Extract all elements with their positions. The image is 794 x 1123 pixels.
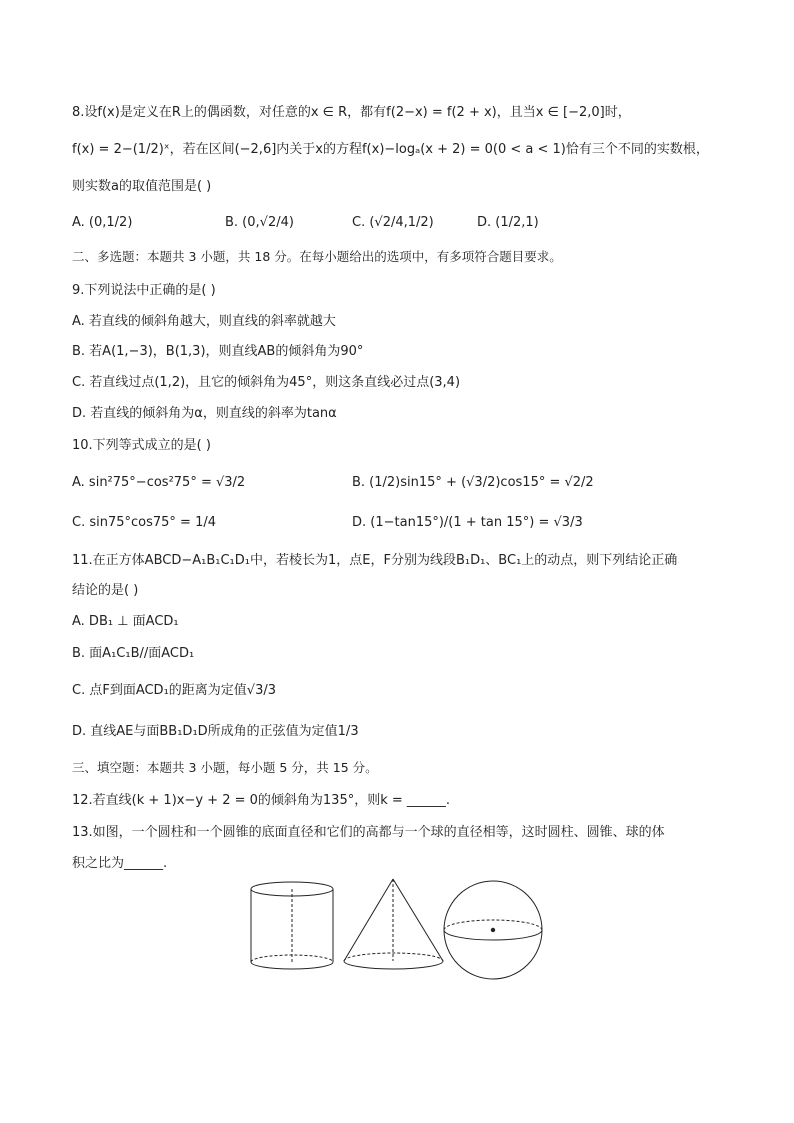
- q10-option-a: A. sin²75°−cos²75° = √3/2: [72, 475, 246, 490]
- q11-option-c: C. 点F到面ACD₁的距离为定值√3/3: [72, 683, 276, 698]
- q10-option-c: C. sin75°cos75° = 1/4: [72, 515, 217, 530]
- q10-option-b: B. (1/2)sin15° + (√3/2)cos15° = √2/2: [352, 475, 594, 490]
- q11-line2: 结论的是( ): [72, 583, 139, 598]
- q9-option-c: C. 若直线过点(1,2)，且它的倾斜角为45°，则这条直线必过点(3,4): [72, 375, 461, 390]
- section2-heading: 二、多选题：本题共 3 小题，共 18 分。在每小题给出的选项中，有多项符合题目要求。: [72, 249, 562, 264]
- q9-option-b: B. 若A(1,−3)，B(1,3)，则直线AB的倾斜角为90°: [72, 344, 364, 359]
- q9-option-a: A. 若直线的倾斜角越大，则直线的斜率就越大: [72, 314, 336, 329]
- q10-stem: 10.下列等式成立的是( ): [72, 438, 211, 453]
- q12-stem: 12.若直线(k + 1)x−y + 2 = 0的倾斜角为135°，则k = ______.: [72, 793, 451, 808]
- q11-line1: 11.在正方体ABCD−A₁B₁C₁D₁中，若棱长为1，点E，F分别为线段B₁D₁、BC₁上的动点，则下列结论正确: [72, 553, 678, 568]
- q9-stem: 9.下列说法中正确的是( ): [72, 283, 216, 298]
- q8-option-a: A. (0,1/2): [72, 215, 133, 230]
- q8-option-c: C. (√2/4,1/2): [352, 215, 434, 230]
- q8-line1: 8.设f(x)是定义在R上的偶函数，对任意的x ∈ R，都有f(2−x) = f(2 + x)，且当x ∈ [−2,0]时，: [72, 105, 631, 120]
- cone-figure: [344, 879, 443, 969]
- q11-option-b: B. 面A₁C₁B//面ACD₁: [72, 646, 195, 661]
- q11-option-a: A. DB₁ ⊥ 面ACD₁: [72, 614, 179, 629]
- q13-line1: 13.如图，一个圆柱和一个圆锥的底面直径和它们的高都与一个球的直径相等，这时圆柱、圆锥、球的体: [72, 825, 665, 840]
- q13-figure: [247, 876, 552, 982]
- section3-heading: 三、填空题：本题共 3 小题，每小题 5 分，共 15 分。: [72, 760, 378, 775]
- q10-option-d: D. (1−tan15°)/(1 + tan 15°) = √3/3: [352, 515, 583, 530]
- q8-option-d: D. (1/2,1): [477, 215, 539, 230]
- q8-option-b: B. (0,√2/4): [225, 215, 294, 230]
- q8-line3: 则实数a的取值范围是( ): [72, 179, 212, 194]
- q8-line2: f(x) = 2−(1/2)ˣ，若在区间(−2,6]内关于x的方程f(x)−logₐ(x + 2) = 0(0 < a < 1)恰有三个不同的实数根，: [72, 142, 709, 157]
- q11-option-d: D. 直线AE与面BB₁D₁D所成角的正弦值为定值1/3: [72, 724, 359, 739]
- cylinder-figure: [251, 882, 333, 969]
- q9-option-d: D. 若直线的倾斜角为α，则直线的斜率为tanα: [72, 406, 337, 421]
- q13-line2: 积之比为______.: [72, 856, 168, 871]
- sphere-center-dot: [491, 928, 495, 932]
